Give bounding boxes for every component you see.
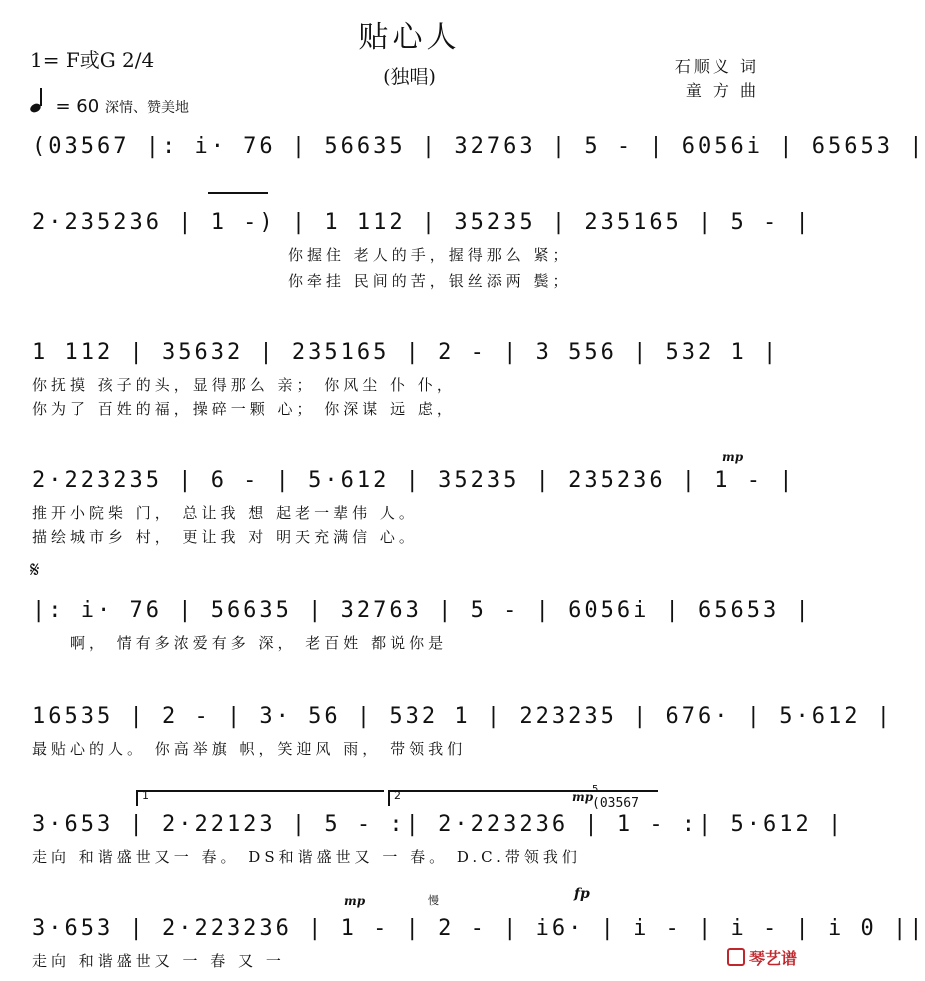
- dynamic-mp: mp: [572, 790, 594, 804]
- notation-line-6: 16535 | 2 - | 3· 56 | 532 1 | 223235 | 676· | 5·612 |: [32, 704, 893, 729]
- logo-icon: [727, 948, 745, 966]
- volta-bracket-1-edge: [136, 790, 138, 806]
- lyricist-credit: 石顺义 词: [674, 57, 759, 76]
- slow-mark: 慢: [428, 894, 439, 907]
- decrescendo-mark: [208, 192, 268, 194]
- lyrics-line-7: 走向 和谐盛世又一 春。 DS和谐盛世又 一 春。 D.C.带领我们: [32, 848, 581, 866]
- note-stem: [40, 88, 42, 106]
- lyrics-line-6: 最贴心的人。 你高举旗 帜，笑迎风 雨， 带领我们: [32, 740, 467, 758]
- song-subtitle: (独唱): [383, 66, 436, 88]
- notation-line-2: 2·235236 | 1 -) | 1 112 | 35235 | 235165 | 5 - |: [32, 210, 812, 235]
- tempo-value: = 60: [55, 96, 100, 117]
- notation-line-8: 3·653 | 2·223236 | 1 - | 2 - | i6· | i - | i - | i 0 ||: [32, 916, 925, 941]
- volta-number-1: 1: [142, 789, 149, 802]
- lyrics-line-4b: 描绘城市乡 村， 更让我 对 明天充满信 心。: [32, 528, 418, 546]
- volta-bracket-2-edge: [388, 790, 390, 806]
- volta-number-2: 2: [394, 789, 401, 802]
- lyrics-line-5: 啊， 情有多浓爱有多 深， 老百姓 都说你是: [70, 634, 448, 652]
- volta-bracket-1: [136, 790, 384, 792]
- notation-line-5: |: i· 76 | 56635 | 32763 | 5 - | 6056i | 65653 |: [32, 598, 812, 623]
- site-logo: 琴艺谱: [727, 946, 797, 969]
- dynamic-fp: fp: [574, 886, 590, 902]
- tempo-marking: [30, 88, 189, 117]
- expression-mark: 深情、赞美地: [104, 100, 189, 116]
- dynamic-mp: mp: [344, 894, 366, 908]
- lyrics-line-2b: 你牵挂 民间的苦，银丝添两 鬓；: [288, 272, 572, 290]
- song-title: 贴心人: [358, 20, 461, 55]
- key-signature: 1= F或G 2/4: [30, 48, 155, 72]
- segno-icon: 𝄋: [30, 558, 40, 583]
- notation-line-4: 2·223235 | 6 - | 5·612 | 35235 | 235236 | 1 - |: [32, 468, 796, 493]
- tuplet-number: 5: [592, 784, 599, 795]
- notation-line-1: (03567 |: i· 76 | 56635 | 32763 | 5 - | 6056i | 65653 |: [32, 134, 925, 159]
- lyrics-line-2a: 你握住 老人的手，握得那么 紧；: [288, 246, 572, 264]
- notation-line-7: 3·653 | 2·22123 | 5 - :| 2·223236 | 1 - :| 5·612 |: [32, 812, 845, 837]
- notation-line-3: 1 112 | 35632 | 235165 | 2 - | 3 556 | 532 1 |: [32, 340, 780, 365]
- dynamic-mp: mp: [722, 450, 744, 464]
- lyrics-line-3a: 你抚摸 孩子的头，显得那么 亲； 你风尘 仆 仆，: [32, 376, 456, 394]
- intro-reprise: (03567: [592, 796, 639, 811]
- lyrics-line-8: 走向 和谐盛世又 一 春 又 一: [32, 952, 285, 970]
- volta-bracket-2: [388, 790, 658, 792]
- lyrics-line-4a: 推开小院柴 门， 总让我 想 起老一辈伟 人。: [32, 504, 418, 522]
- lyrics-line-3b: 你为了 百姓的福，操碎一颗 心； 你深谋 远 虑，: [32, 400, 456, 418]
- composer-credit: 童 方 曲: [685, 81, 759, 100]
